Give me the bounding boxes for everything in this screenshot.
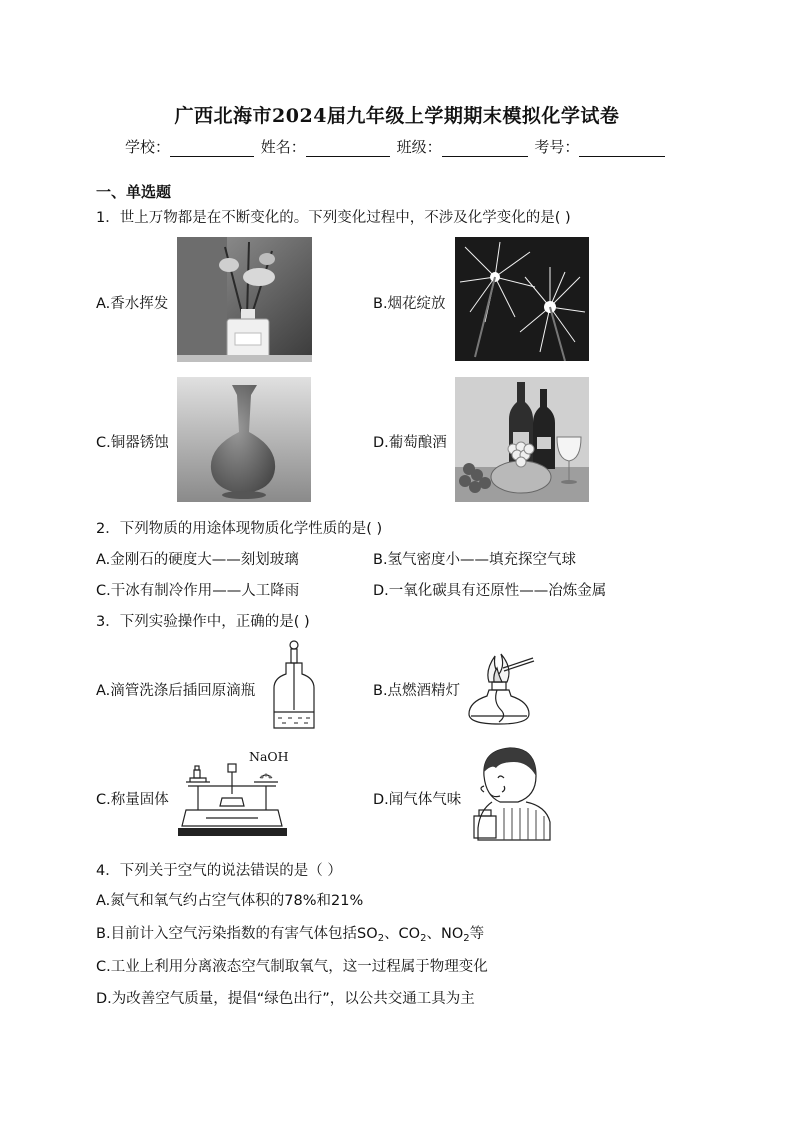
name-label: 姓名： <box>260 138 306 156</box>
bronze-vase-image <box>177 377 311 502</box>
number-label: 考号： <box>534 138 580 156</box>
number-blank[interactable] <box>579 142 665 157</box>
grape-wine-image <box>455 377 589 502</box>
q3-option-d[interactable]: D.闻气体气味 <box>373 792 462 808</box>
q1-option-a[interactable]: A.香水挥发 <box>96 296 169 312</box>
school-blank[interactable] <box>170 142 254 157</box>
question-2-stem: 2．下列物质的用途体现物质化学性质的是( ) <box>96 521 383 537</box>
student-info-line <box>125 136 667 157</box>
q3-option-a[interactable]: A.滴管洗涤后插回原滴瓶 <box>96 683 256 699</box>
q4-option-d[interactable]: D.为改善空气质量，提倡“绿色出行”，以公共交通工具为主 <box>96 991 475 1007</box>
q4-b-text-4: 等 <box>469 926 485 942</box>
class-label: 班级： <box>396 138 442 156</box>
smelling-gas-diagram <box>470 746 552 842</box>
q4-option-c[interactable]: C.工业上利用分离液态空气制取氧气，这一过程属于物理变化 <box>96 959 488 975</box>
q3-option-c[interactable]: C.称量固体 <box>96 792 169 808</box>
q1-option-b[interactable]: B.烟花绽放 <box>373 296 446 312</box>
q3-option-b[interactable]: B.点燃酒精灯 <box>373 683 461 699</box>
perfume-diffuser-image <box>177 237 312 362</box>
section-heading-single-choice: 一、单选题 <box>96 183 172 201</box>
exam-title: 广西北海市2024届九年级上学期期末模拟化学试卷 <box>174 105 620 127</box>
dropper-bottle-diagram <box>270 640 318 732</box>
question-4-stem: 4．下列关于空气的说法错误的是（ ） <box>96 863 342 879</box>
q4-b-sub-2: 2 <box>420 933 427 944</box>
question-1-stem: 1．世上万物都是在不断变化的。下列变化过程中，不涉及化学变化的是( ) <box>96 210 571 226</box>
q4-b-text-2: 、CO <box>384 926 421 942</box>
naoh-label: NaOH <box>249 749 289 764</box>
q1-option-d[interactable]: D.葡萄酿酒 <box>373 435 447 451</box>
name-blank[interactable] <box>306 142 390 157</box>
q2-option-d[interactable]: D.一氧化碳具有还原性——冶炼金属 <box>373 583 607 599</box>
q4-b-sub-3: 2 <box>463 933 470 944</box>
q4-b-text-3: 、NO <box>426 926 464 942</box>
class-blank[interactable] <box>442 142 528 157</box>
q1-option-c[interactable]: C.铜器锈蚀 <box>96 435 169 451</box>
fireworks-sparkler-image <box>455 237 589 361</box>
q4-option-a[interactable]: A.氮气和氧气约占空气体积的78%和21% <box>96 893 364 909</box>
q2-option-c[interactable]: C.干冰有制冷作用——人工降雨 <box>96 583 300 599</box>
q4-option-b[interactable] <box>96 922 484 944</box>
q2-option-a[interactable]: A.金刚石的硬度大——刻划玻璃 <box>96 552 299 568</box>
school-label: 学校： <box>125 138 171 156</box>
q4-b-sub-1: 2 <box>377 933 385 944</box>
alcohol-lamp-diagram <box>467 644 539 729</box>
question-3-stem: 3．下列实验操作中，正确的是( ) <box>96 614 310 630</box>
q2-option-b[interactable]: B.氢气密度小——填充探空气球 <box>373 552 577 568</box>
q4-b-text-1: B.目前计入空气污染指数的有害气体包括SO <box>96 926 378 942</box>
